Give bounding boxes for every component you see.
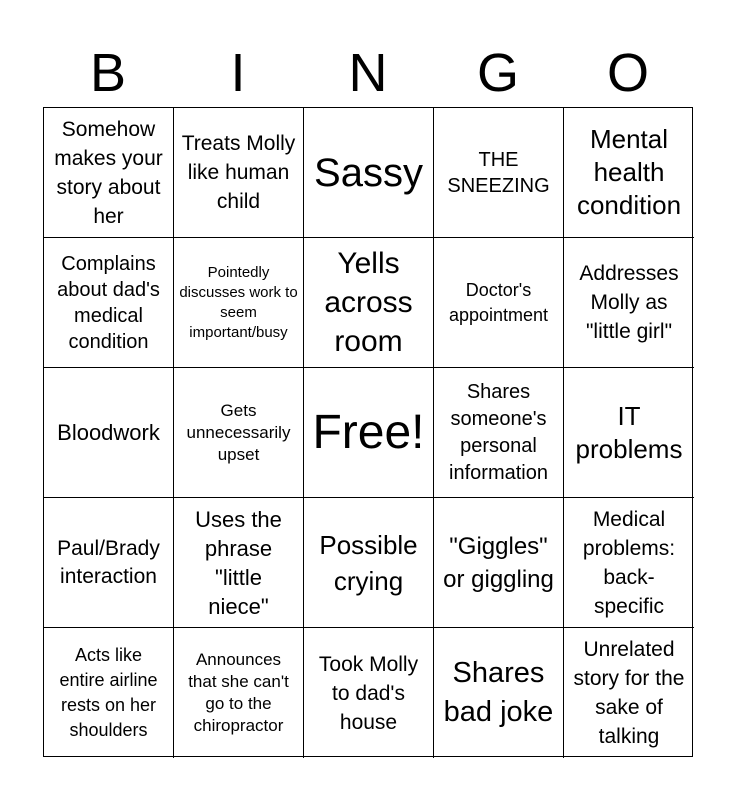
bingo-cell[interactable] (434, 368, 564, 498)
bingo-cell[interactable] (44, 238, 174, 368)
cell-text: Pointedly discusses work to seem important/busy (179, 263, 298, 341)
bingo-cell[interactable] (564, 498, 694, 628)
cell-text: Took Molly to dad's house (318, 652, 419, 734)
cell-text: Announces that she can't go to the chiropractor (188, 650, 289, 735)
cell-text: Shares someone's personal information (449, 380, 548, 484)
cell-text: Mental health condition (576, 124, 682, 220)
bingo-cell[interactable] (304, 628, 434, 758)
free-space[interactable] (304, 368, 434, 498)
header-letter-b: B (89, 43, 127, 103)
bingo-cell[interactable] (564, 628, 694, 758)
cell-text: Possible crying (319, 529, 418, 596)
bingo-cell[interactable] (434, 238, 564, 368)
cell-text: Gets unnecessarily upset (186, 400, 291, 464)
bingo-cell[interactable] (564, 108, 694, 238)
cell-text: IT problems (575, 400, 683, 464)
bingo-cell[interactable] (44, 628, 174, 758)
cell-text: Shares bad joke (443, 657, 554, 728)
bingo-cell[interactable] (564, 368, 694, 498)
bingo-cell[interactable] (44, 368, 174, 498)
header-letter-n: N (348, 43, 388, 103)
cell-text: Sassy (314, 150, 423, 195)
bingo-header (43, 40, 693, 106)
header-letter-o: O (606, 43, 649, 103)
bingo-cell[interactable] (434, 498, 564, 628)
bingo-cell[interactable] (174, 628, 304, 758)
bingo-cell[interactable] (174, 108, 304, 238)
cell-text: Free! (312, 405, 425, 459)
cell-text: "Giggles" or giggling (443, 532, 554, 593)
bingo-cell[interactable] (44, 498, 174, 628)
cell-text: Paul/Brady interaction (57, 536, 160, 588)
cell-text: Doctor's appointment (448, 279, 549, 325)
bingo-cell[interactable] (434, 628, 564, 758)
bingo-cell[interactable] (304, 238, 434, 368)
cell-text: Uses the phrase "little niece" (195, 506, 282, 619)
cell-text: Complains about dad's medical condition (57, 252, 160, 353)
cell-text: Medical problems: back-specific (582, 507, 676, 618)
header-letter-g: G (476, 43, 519, 103)
bingo-cell[interactable] (44, 108, 174, 238)
cell-text: Somehow makes your story about her (54, 117, 163, 228)
cell-text: Yells across room (324, 247, 413, 358)
cell-text: THE SNEEZING (447, 148, 550, 197)
bingo-cell[interactable] (564, 238, 694, 368)
bingo-board (43, 107, 693, 757)
bingo-cell[interactable] (174, 368, 304, 498)
bingo-cell[interactable] (304, 108, 434, 238)
header-letter-i: I (230, 43, 246, 103)
cell-text: Treats Molly like human child (181, 132, 296, 213)
bingo-cell[interactable] (304, 498, 434, 628)
cell-text: Unrelated story for the sake of talking (573, 638, 685, 748)
cell-text: Addresses Molly as "little girl" (579, 262, 679, 343)
bingo-cell[interactable] (434, 108, 564, 238)
bingo-cell[interactable] (174, 238, 304, 368)
bingo-cell[interactable] (174, 498, 304, 628)
cell-text: Acts like entire airline rests on her shoulders (59, 645, 158, 740)
cell-text: Bloodwork (57, 419, 160, 445)
